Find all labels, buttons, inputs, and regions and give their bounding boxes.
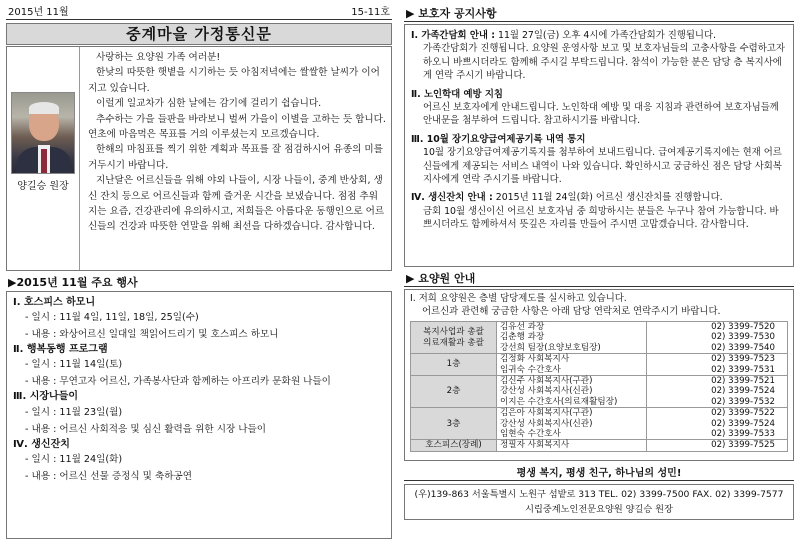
event-line: - 일시 : 11월 23일(월) xyxy=(25,406,123,418)
phone-number: 02) 3399-7532 xyxy=(711,396,775,407)
staff-name: 임현숙 수간호사 xyxy=(500,429,561,440)
table-row xyxy=(411,376,788,408)
staff-name: 이지은 수간호사(의료재활팀장) xyxy=(500,396,618,407)
header-bar xyxy=(6,6,392,20)
staff-names-cell xyxy=(497,440,647,451)
footer-organization: 시립중계노인전문요양원 양길승 원장 xyxy=(525,504,673,515)
table-row xyxy=(411,354,788,376)
event-item xyxy=(13,296,385,343)
footer-address: (우)139-863 서울특별시 노원구 섬밭로 313 TEL. 02) 3399-7500 FAX. 02) 3399-7577 xyxy=(414,489,784,500)
notice-heading: Ⅳ. 생신잔치 안내 : xyxy=(411,192,493,204)
department-cell xyxy=(411,376,497,408)
director-photo-column xyxy=(7,47,80,270)
event-line: - 일시 : 11월 14일(토) xyxy=(25,359,123,371)
staff-name: 임귀숙 수간호사 xyxy=(500,364,561,375)
department-cell xyxy=(411,440,497,451)
phone-number: 02) 3399-7520 xyxy=(711,322,775,332)
guide-intro: Ⅰ. 저희 요양원은 층별 담당제도를 실시하고 있습니다. xyxy=(410,293,627,304)
guide-intro-detail: 어르신과 관련해 궁금한 사항은 아래 담당 연락처로 연락주시기 바랍니다. xyxy=(422,306,721,317)
staff-names-cell xyxy=(497,408,647,440)
table-row xyxy=(411,408,788,440)
department-cell xyxy=(411,322,497,354)
phone-cell xyxy=(647,322,788,354)
department-cell xyxy=(411,354,497,376)
notice-heading: Ⅲ. 10월 장기요양급여제공기록 내역 통지 xyxy=(411,133,586,145)
notice-heading: Ⅱ. 노인학대 예방 지침 xyxy=(411,88,503,100)
issue-number: 15-11호 xyxy=(351,7,390,18)
phone-number: 02) 3399-7522 xyxy=(711,408,775,419)
phone-cell xyxy=(647,408,788,440)
event-line: - 내용 : 무연고자 어르신, 가족봉사단과 함께하는 아프리카 문화원 나들이 xyxy=(25,376,331,388)
department-label: 1층 xyxy=(446,359,461,370)
letter-paragraph: 한해의 마침표를 찍기 위한 계획과 목표를 잘 점검하시어 유종의 미를 거두시기 바랍니다. xyxy=(88,144,383,171)
staff-name: 정필자 사회복지사 xyxy=(500,440,570,451)
guide-box xyxy=(404,289,794,461)
letter-paragraph: 한낮의 따뜻한 햇볕을 시기하는 듯 아침저녁에는 쌀쌀한 날씨가 이어지고 있습니다. xyxy=(88,67,380,94)
phone-number: 02) 3399-7540 xyxy=(711,342,775,353)
staff-name: 강산성 사회복지사(신관) xyxy=(500,386,593,397)
phone-number: 02) 3399-7533 xyxy=(711,429,775,440)
letter-paragraph: 이럴게 일교차가 심한 날에는 감기에 걸리기 쉽습니다. xyxy=(96,98,322,110)
events-box xyxy=(6,291,392,539)
notice-item xyxy=(411,133,787,187)
staff-names-cell xyxy=(497,354,647,376)
department-label: 호스피스(장례) xyxy=(425,440,482,451)
staff-names-cell xyxy=(497,322,647,354)
notice-body: 어르신 보호자에게 안내드립니다. 노인학대 예방 및 대응 지침과 관련하여 보호자님들께 안내문을 첨부하여 드립니다. 참고하시기를 바랍니다. xyxy=(423,102,779,127)
notice-item xyxy=(411,29,787,83)
staff-name: 김춘행 과장 xyxy=(500,332,545,343)
director-photo xyxy=(11,92,75,174)
phone-number: 02) 3399-7524 xyxy=(711,418,775,429)
notice-heading-detail: 11월 27일(금) 오후 4시에 가족간담회가 진행됩니다. xyxy=(495,30,717,41)
staff-name: 강산성 사회복지사(신관) xyxy=(500,418,593,429)
notice-body: 가족간담회가 진행됩니다. 요양원 운영사항 보고 및 보호자님들의 고충사항을 수렴하고자 하오니 바쁘시더라도 함께해 주시길 부탁드립니다. 참석이 가능한 분은 담당 층 복지사에게 연락 주시기 바랍니다. xyxy=(423,43,785,82)
department-label: 2층 xyxy=(446,386,461,397)
staff-names-cell xyxy=(497,376,647,408)
staff-name: 강선희 팀장(요양보호팀장) xyxy=(500,342,601,353)
table-row xyxy=(411,322,788,354)
notice-item xyxy=(411,88,787,128)
director-signature: 양길승 원장 xyxy=(17,181,69,192)
phone-number: 02) 3399-7523 xyxy=(711,354,775,365)
phone-cell xyxy=(647,354,788,376)
footer-contact xyxy=(404,484,794,520)
letter-paragraph: 추수하는 가을 들판을 바라보니 벌써 가을이 이별을 고하는 듯 합니다. 연초에 마음먹은 목표를 거의 이루셨는지 모르겠습니다. xyxy=(88,113,386,141)
table-row xyxy=(411,440,788,451)
notice-item xyxy=(411,191,787,231)
slogan: 평생 복지, 평생 친구, 하나님의 성민! xyxy=(404,467,794,481)
event-title: Ⅳ. 생신잔치 xyxy=(13,438,70,450)
event-line: - 일시 : 11월 24일(화) xyxy=(25,453,123,465)
letter-paragraph: 지난달은 어르신들을 위해 야외 나들이, 시장 나들이, 중계 반상회, 생신 잔치 등으로 어르신들과 함께 즐거운 시간을 보냈습니다. 점점 추워지는 요즘, 건강관리에 유의하시고, 저희들은 아름다운 동행인으로 어르신들의 건강과 따뜻한 연말을 위해 최선을 다하겠습니다. 감사합니다. xyxy=(88,175,385,233)
notices-title: ▶ 보호자 공지사항 xyxy=(404,6,794,22)
phone-number: 02) 3399-7524 xyxy=(711,386,775,397)
event-line: - 일시 : 11월 4일, 11일, 18일, 25일(수) xyxy=(25,312,199,324)
staff-name: 김정화 사회복지사 xyxy=(500,354,570,365)
letter-paragraph: 사랑하는 요양원 가족 여러분! xyxy=(96,52,221,63)
events-title: ▶2015년 11월 주요 행사 xyxy=(8,276,138,289)
event-item xyxy=(13,343,385,390)
phone-number: 02) 3399-7530 xyxy=(711,332,775,343)
guide-title: ▶ 요양원 안내 xyxy=(404,271,794,287)
event-line: - 내용 : 어르신 선물 증정식 및 축하공연 xyxy=(25,470,193,482)
letter-body xyxy=(80,47,391,270)
event-line: - 내용 : 어르신 사회적응 및 심신 활력을 위한 시장 나들이 xyxy=(25,423,267,435)
notice-heading-detail: 2015년 11월 24일(화) 어르신 생신잔치를 진행합니다. xyxy=(492,192,723,204)
notices-box xyxy=(404,24,794,267)
notice-body: 금회 10월 생신이신 어르신 보호자님 중 희망하시는 분들은 누구나 참여 가능합니다. 바쁘시더라도 함께하셔서 뜻깊은 자리를 만들어 주시면 고맙겠습니다. 감사합니다. xyxy=(423,205,779,231)
staff-name: 김신주 사회복지사(구관) xyxy=(500,376,593,387)
department-label: 3층 xyxy=(446,418,461,429)
event-item xyxy=(13,390,385,437)
phone-cell xyxy=(647,376,788,408)
page-title: 중계마을 가정통신문 xyxy=(6,23,392,45)
event-title: Ⅱ. 행복동행 프로그램 xyxy=(13,344,108,356)
department-label: 복지사업과 총괄 의료재활과 총괄 xyxy=(423,327,484,348)
phone-number: 02) 3399-7531 xyxy=(711,364,775,375)
phone-number: 02) 3399-7525 xyxy=(711,440,775,451)
event-title: Ⅰ. 호스피스 하모니 xyxy=(13,297,96,308)
event-line: - 내용 : 와상어르신 일대일 책읽어드리기 및 호스피스 하모니 xyxy=(25,329,279,341)
phone-cell xyxy=(647,440,788,451)
left-column xyxy=(6,6,392,533)
event-item xyxy=(13,438,385,485)
staff-contact-table xyxy=(410,321,788,452)
notice-body: 10월 장기요양급여제공기록지를 첨부하여 보내드립니다. 급여제공기록지에는 현재 어르신들에게 제공되는 서비스 내역이 나와 있습니다. 확인하시고 궁금하신 점은 담당 사회복지사에게 연락 주시기를 바랍니다. xyxy=(423,147,782,186)
phone-number: 02) 3399-7521 xyxy=(711,376,775,387)
department-cell xyxy=(411,408,497,440)
right-column xyxy=(404,6,794,533)
staff-name: 김은아 사회복지사(구관) xyxy=(500,408,593,419)
notice-heading: Ⅰ. 가족간담회 안내 : xyxy=(411,30,495,41)
issue-date: 2015년 11월 xyxy=(8,7,69,18)
director-letter xyxy=(6,46,392,271)
staff-name: 김유선 과장 xyxy=(500,322,545,332)
event-title: Ⅲ. 시장나들이 xyxy=(13,391,79,403)
